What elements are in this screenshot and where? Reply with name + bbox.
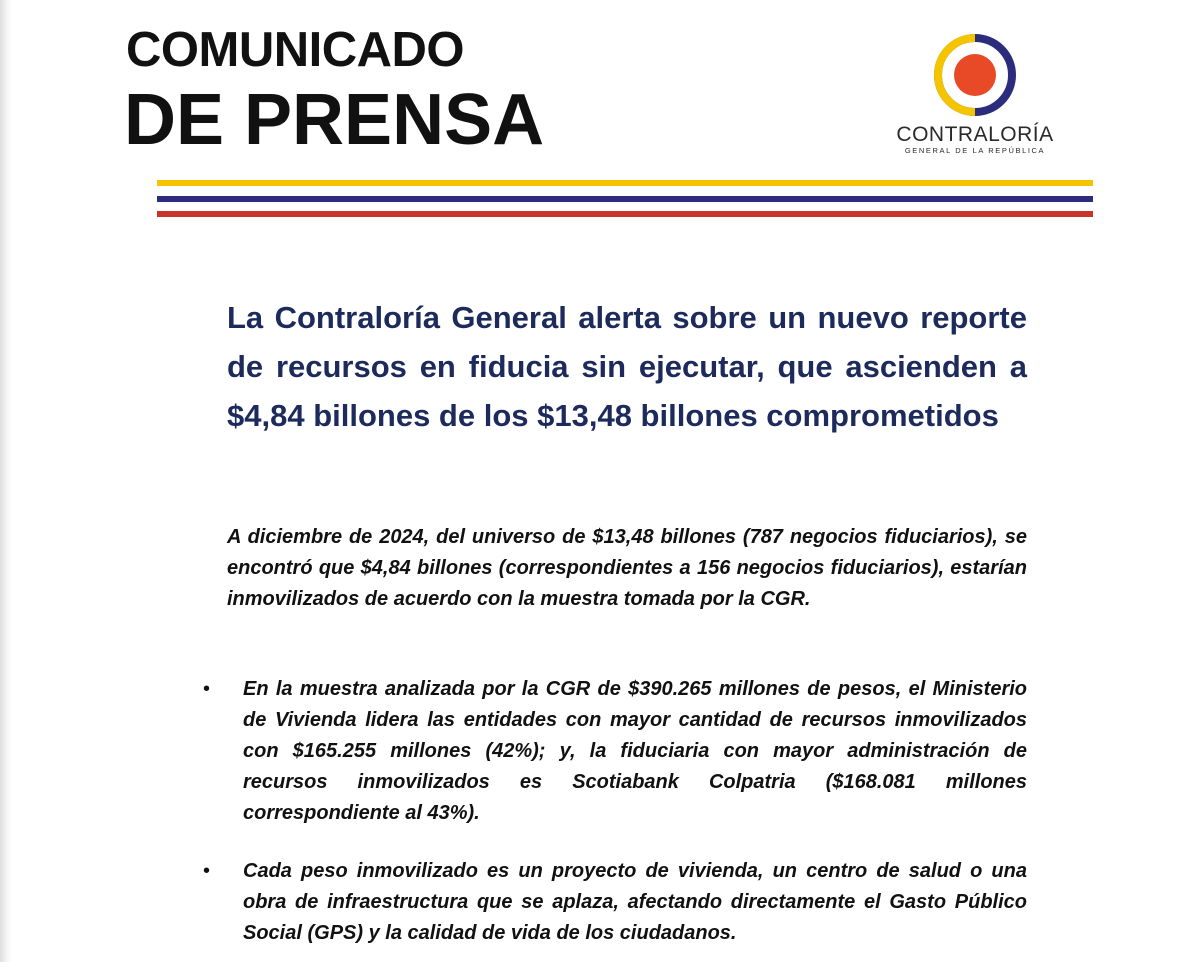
logo-name: CONTRALORÍA [896, 123, 1054, 146]
bullet-text: En la muestra analizada por la CGR de $390.265 millones de pesos, el Ministerio de Vivienda lidera las entidades con mayor cantidad de recursos inmovilizados con $165.255 millones (42%); y, la fiduciaria con mayor administración de recursos inmovilizados es Scotiabank Colpatria ($168.081 millones correspondiente al 43%). [243, 678, 1027, 824]
blue-stripe [157, 196, 1093, 202]
title-line-1: COMUNICADO [126, 23, 464, 77]
bullet-text: Cada peso inmovilizado es un proyecto de vivienda, un centro de salud o una obra de infraestructura que se aplaza, afectando directamente el Gasto Público Social (GPS) y la calidad de vida de los ciudadanos. [243, 860, 1027, 944]
logo-subtitle: GENERAL DE LA REPÚBLICA [904, 146, 1046, 155]
list-item [203, 674, 1027, 829]
page-edge-shadow [0, 0, 12, 962]
yellow-stripe [157, 180, 1093, 186]
subheadline: A diciembre de 2024, del universo de $13,48 billones (787 negocios fiduciarios), se encontró que $4,84 billones (correspondientes a 156 negocios fiduciarios), estarían inmovilizados de acuerdo con la muestra tomada por la CGR. [227, 526, 1027, 610]
headline: La Contraloría General alerta sobre un nuevo reporte de recursos en fiducia sin ejecutar, que ascienden a $4,84 billones de los $13,48 billones comprometidos [227, 300, 1027, 433]
bullet-marker: • [203, 860, 211, 882]
list-item [203, 856, 1027, 949]
bullet-list [203, 674, 1027, 976]
bullet-marker: • [203, 678, 211, 700]
title-line-2: DE PRENSA [124, 80, 545, 160]
logo-emblem-icon [930, 30, 1020, 120]
contraloria-logo [880, 30, 1070, 155]
red-stripe [157, 211, 1093, 217]
